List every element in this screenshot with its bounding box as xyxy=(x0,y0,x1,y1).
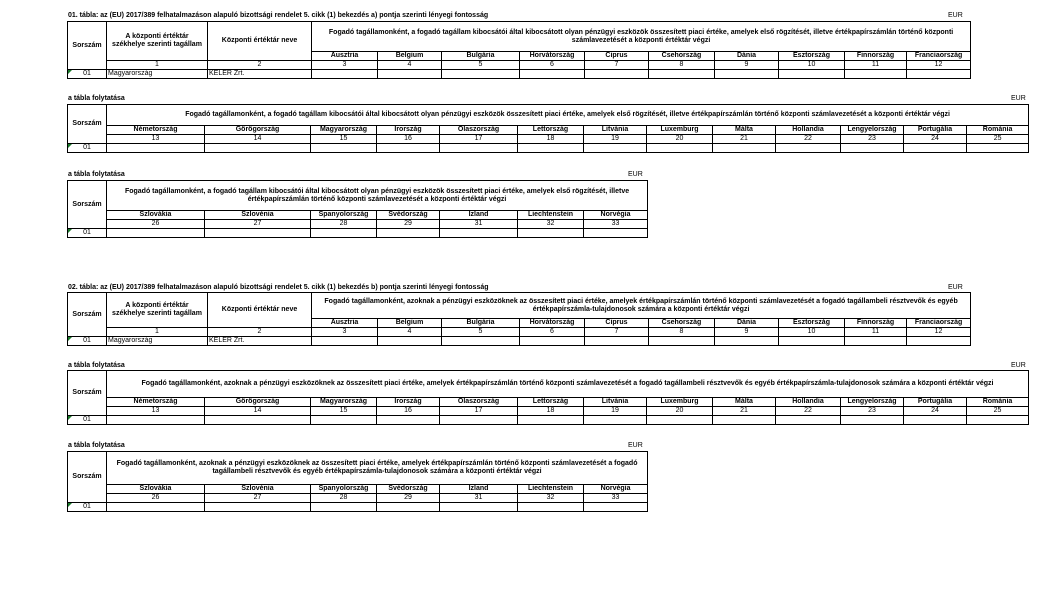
data-cell[interactable] xyxy=(205,416,311,425)
data-cell[interactable] xyxy=(205,503,311,512)
country-header: Svédország xyxy=(377,485,440,494)
data-cell[interactable] xyxy=(584,229,648,238)
table2b-currency: EUR xyxy=(1011,362,1026,369)
column-number: 4 xyxy=(378,328,442,337)
column-number: 1 xyxy=(107,61,208,70)
data-cell[interactable] xyxy=(967,144,1029,153)
data-cell[interactable] xyxy=(107,503,205,512)
data-cell[interactable] xyxy=(904,416,967,425)
country-header: Görögország xyxy=(205,398,311,407)
data-row xyxy=(68,416,1029,425)
column-number: 10 xyxy=(779,328,845,337)
column-number: 22 xyxy=(776,407,841,416)
seat-header: A központi értéktár székhelye szerinti tagállam xyxy=(107,293,208,328)
row-id: 01 xyxy=(68,503,107,512)
sorszam-header: Sorszám xyxy=(68,452,107,503)
table1c-title: a tábla folytatása xyxy=(68,171,125,178)
country-header: Észtország xyxy=(779,52,845,61)
country-header: Bulgária xyxy=(442,319,520,328)
column-number: 6 xyxy=(520,328,585,337)
data-cell[interactable] xyxy=(907,337,971,346)
country-row xyxy=(68,398,1029,407)
data-cell[interactable] xyxy=(713,416,776,425)
country-header: Ciprus xyxy=(585,52,649,61)
column-number: 18 xyxy=(518,135,584,144)
seat-header: A központi értéktár székhelye szerinti tagállam xyxy=(107,22,208,61)
column-number: 23 xyxy=(841,135,904,144)
country-header: Ausztria xyxy=(312,52,378,61)
country-header: Izland xyxy=(440,211,518,220)
table2-title: 02. tábla: az (EU) 2017/389 felhatalmazáson alapuló bizottsági rendelet 5. cikk (1) bekezdés b) pontja szerinti lényegi fontosság xyxy=(68,284,489,291)
data-cell[interactable] xyxy=(779,70,845,79)
data-cell[interactable] xyxy=(377,503,440,512)
table2b xyxy=(67,370,1029,425)
column-number: 25 xyxy=(967,135,1029,144)
data-cell[interactable] xyxy=(311,416,377,425)
column-number: 12 xyxy=(907,328,971,337)
sorszam-header: Sorszám xyxy=(68,293,107,337)
table2c-currency: EUR xyxy=(628,442,643,449)
table1 xyxy=(67,21,971,79)
row-seat[interactable]: Magyarország xyxy=(107,70,208,79)
data-cell[interactable] xyxy=(440,144,518,153)
data-cell[interactable] xyxy=(584,416,647,425)
data-cell[interactable] xyxy=(585,70,649,79)
numbers-row xyxy=(68,61,971,70)
data-cell[interactable] xyxy=(518,229,584,238)
data-row xyxy=(68,337,971,346)
column-number: 33 xyxy=(584,220,648,229)
data-cell[interactable] xyxy=(713,144,776,153)
group-header: Fogadó tagállamonként, a fogadó tagállam kibocsátói által kibocsátott olyan pénzügyi eszközök összesített piaci értéke, amelyek első rögzítését, illetve értékpapírszámlán történő központi számlavezetését a központi értéktár végzi xyxy=(107,105,1029,126)
data-cell[interactable] xyxy=(312,70,378,79)
column-number: 2 xyxy=(208,328,312,337)
data-cell[interactable] xyxy=(520,337,585,346)
numbers-row xyxy=(68,494,648,503)
data-cell[interactable] xyxy=(649,337,715,346)
country-header: Románia xyxy=(967,126,1029,135)
country-header: Románia xyxy=(967,398,1029,407)
country-row xyxy=(68,126,1029,135)
row-id: 01 xyxy=(68,416,107,425)
country-header: Írország xyxy=(377,398,440,407)
row-seat[interactable]: Magyarország xyxy=(107,337,208,346)
country-header: Horvátország xyxy=(520,52,585,61)
column-number: 19 xyxy=(584,135,647,144)
row-id: 01 xyxy=(68,229,107,238)
column-number: 4 xyxy=(378,61,442,70)
country-header: Szlovákia xyxy=(107,211,205,220)
country-header: Portugália xyxy=(904,126,967,135)
table2b-title: a tábla folytatása xyxy=(68,362,125,369)
column-number: 17 xyxy=(440,407,518,416)
data-cell[interactable] xyxy=(107,144,205,153)
table2c xyxy=(67,451,648,512)
data-cell[interactable] xyxy=(585,337,649,346)
data-row xyxy=(68,229,648,238)
country-header: Bulgária xyxy=(442,52,520,61)
country-header: Finnország xyxy=(845,319,907,328)
data-cell[interactable] xyxy=(311,503,377,512)
column-number: 20 xyxy=(647,407,713,416)
country-header: Szlovénia xyxy=(205,485,311,494)
country-header: Luxemburg xyxy=(647,126,713,135)
country-header: Lettország xyxy=(518,398,584,407)
column-number: 31 xyxy=(440,220,518,229)
column-number: 3 xyxy=(312,61,378,70)
group-header: Fogadó tagállamonként, azoknak a pénzügyi eszközöknek az összesített piaci értéke, amelyek értékpapírszámlán történő központi számlavezetését a fogadó tagállambeli résztvevők és egyéb értékpapírszámla-tulajdonosok számára a központi értéktár végzi xyxy=(107,452,648,485)
table2 xyxy=(67,292,971,346)
country-header: Lengyelország xyxy=(841,126,904,135)
table1-title: 01. tábla: az (EU) 2017/389 felhatalmazáson alapuló bizottsági rendelet 5. cikk (1) bekezdés a) pontja szerinti lényegi fontosság xyxy=(68,12,489,19)
column-number: 28 xyxy=(311,220,377,229)
data-cell[interactable] xyxy=(377,229,440,238)
column-number: 5 xyxy=(442,61,520,70)
column-number: 2 xyxy=(208,61,312,70)
group-header: Fogadó tagállamonként, azoknak a pénzügyi eszközöknek az összesített piaci értéke, amelyek értékpapírszámlán történő központi számlavezetését a fogadó tagállambeli résztvevők és egyéb értékpapírszámla-tulajdonosok számára a központi értéktár végzi xyxy=(107,371,1029,398)
country-header: Belgium xyxy=(378,52,442,61)
country-header: Málta xyxy=(713,126,776,135)
column-number: 21 xyxy=(713,135,776,144)
data-cell[interactable] xyxy=(311,229,377,238)
country-header: Liechtenstein xyxy=(518,485,584,494)
country-header: Észtország xyxy=(779,319,845,328)
data-cell[interactable] xyxy=(845,337,907,346)
data-cell[interactable] xyxy=(518,503,584,512)
data-cell[interactable] xyxy=(378,70,442,79)
column-number: 11 xyxy=(845,328,907,337)
country-header: Franciaország xyxy=(907,52,971,61)
table2c-title: a tábla folytatása xyxy=(68,442,125,449)
csd-name-header: Központi értéktár neve xyxy=(208,22,312,61)
country-header: Dánia xyxy=(715,319,779,328)
data-cell[interactable] xyxy=(518,144,584,153)
numbers-row xyxy=(68,135,1029,144)
column-number: 9 xyxy=(715,328,779,337)
numbers-row xyxy=(68,328,971,337)
table2-currency: EUR xyxy=(948,284,963,291)
sorszam-header: Sorszám xyxy=(68,105,107,144)
country-header: Németország xyxy=(107,126,205,135)
column-number: 22 xyxy=(776,135,841,144)
country-header: Magyarország xyxy=(311,126,377,135)
column-number: 32 xyxy=(518,494,584,503)
data-cell[interactable] xyxy=(442,337,520,346)
column-number: 15 xyxy=(311,135,377,144)
data-cell[interactable] xyxy=(442,70,520,79)
data-cell[interactable] xyxy=(107,416,205,425)
data-cell[interactable] xyxy=(440,416,518,425)
column-number: 33 xyxy=(584,494,648,503)
column-number: 10 xyxy=(779,61,845,70)
country-header: Csehország xyxy=(649,319,715,328)
row-id: 01 xyxy=(68,337,107,346)
column-number: 13 xyxy=(107,135,205,144)
column-number: 7 xyxy=(585,328,649,337)
column-number: 19 xyxy=(584,407,647,416)
column-number: 23 xyxy=(841,407,904,416)
data-cell[interactable] xyxy=(377,416,440,425)
data-cell[interactable] xyxy=(715,70,779,79)
country-header: Lettország xyxy=(518,126,584,135)
column-number: 8 xyxy=(649,328,715,337)
column-number: 5 xyxy=(442,328,520,337)
column-number: 25 xyxy=(967,407,1029,416)
data-cell[interactable] xyxy=(440,229,518,238)
column-number: 18 xyxy=(518,407,584,416)
column-number: 8 xyxy=(649,61,715,70)
data-cell[interactable] xyxy=(907,70,971,79)
group-header: Fogadó tagállamonként, a fogadó tagállam kibocsátói által kibocsátott olyan pénzügyi eszközök összesített piaci értéke, amelyek első rögzítését, illetve értékpapírszámlán történő központi számlavezetését a központi értéktár végzi xyxy=(312,22,971,52)
csd-name-header: Központi értéktár neve xyxy=(208,293,312,328)
column-number: 6 xyxy=(520,61,585,70)
data-cell[interactable] xyxy=(584,144,647,153)
table1c xyxy=(67,180,648,238)
group-header: Fogadó tagállamonként, a fogadó tagállam kibocsátói által kibocsátott olyan pénzügyi eszközök összesített piaci értéke, amelyek első rögzítését, illetve értékpapírszámlán történő központi számlavezetését a központi értéktár végzi xyxy=(107,181,648,211)
data-cell[interactable] xyxy=(776,416,841,425)
data-cell[interactable] xyxy=(378,337,442,346)
column-number: 14 xyxy=(205,135,311,144)
country-header: Belgium xyxy=(378,319,442,328)
column-number: 28 xyxy=(311,494,377,503)
numbers-row xyxy=(68,407,1029,416)
country-header: Hollandia xyxy=(776,398,841,407)
data-cell[interactable] xyxy=(518,416,584,425)
data-cell[interactable] xyxy=(776,144,841,153)
country-header: Liechtenstein xyxy=(518,211,584,220)
data-cell[interactable] xyxy=(377,144,440,153)
country-row xyxy=(68,211,648,220)
country-header: Málta xyxy=(713,398,776,407)
row-id: 01 xyxy=(68,70,107,79)
country-header: Magyarország xyxy=(311,398,377,407)
data-cell[interactable] xyxy=(312,337,378,346)
column-number: 21 xyxy=(713,407,776,416)
data-row xyxy=(68,144,1029,153)
column-number: 16 xyxy=(377,407,440,416)
group-header: Fogadó tagállamonként, azoknak a pénzügyi eszközöknek az összesített piaci értéke, amelyek értékpapírszámlán történő központi számlavezetését a fogadó tagállambeli résztvevők és egyéb értékpapírszámla-tulajdonosok számára a központi értéktár végzi xyxy=(312,293,971,319)
data-cell[interactable] xyxy=(440,503,518,512)
numbers-row xyxy=(68,220,648,229)
row-id: 01 xyxy=(68,144,107,153)
sorszam-header: Sorszám xyxy=(68,22,107,70)
data-cell[interactable] xyxy=(967,416,1029,425)
data-cell[interactable] xyxy=(649,70,715,79)
country-header: Litvánia xyxy=(584,398,647,407)
country-header: Svédország xyxy=(377,211,440,220)
country-header: Norvégia xyxy=(584,211,648,220)
column-number: 14 xyxy=(205,407,311,416)
column-number: 24 xyxy=(904,135,967,144)
data-row xyxy=(68,503,648,512)
country-header: Izland xyxy=(440,485,518,494)
country-header: Norvégia xyxy=(584,485,648,494)
country-header: Ausztria xyxy=(312,319,378,328)
data-cell[interactable] xyxy=(107,229,205,238)
country-header: Litvánia xyxy=(584,126,647,135)
data-cell[interactable] xyxy=(311,144,377,153)
column-number: 29 xyxy=(377,494,440,503)
column-number: 17 xyxy=(440,135,518,144)
table1c-currency: EUR xyxy=(628,171,643,178)
column-number: 27 xyxy=(205,220,311,229)
row-csd-name[interactable]: KELER Zrt. xyxy=(208,70,312,79)
country-header: Hollandia xyxy=(776,126,841,135)
country-header: Ciprus xyxy=(585,319,649,328)
data-cell[interactable] xyxy=(647,416,713,425)
column-number: 29 xyxy=(377,220,440,229)
table1b-title: a tábla folytatása xyxy=(68,95,125,102)
column-number: 13 xyxy=(107,407,205,416)
column-number: 11 xyxy=(845,61,907,70)
country-header: Spanyolország xyxy=(311,485,377,494)
data-cell[interactable] xyxy=(647,144,713,153)
data-cell[interactable] xyxy=(845,70,907,79)
country-header: Csehország xyxy=(649,52,715,61)
data-cell[interactable] xyxy=(584,503,648,512)
country-header: Finnország xyxy=(845,52,907,61)
data-cell[interactable] xyxy=(841,416,904,425)
data-cell[interactable] xyxy=(841,144,904,153)
data-row xyxy=(68,70,971,79)
data-cell[interactable] xyxy=(715,337,779,346)
country-header: Franciaország xyxy=(907,319,971,328)
table1b-currency: EUR xyxy=(1011,95,1026,102)
column-number: 20 xyxy=(647,135,713,144)
country-header: Olaszország xyxy=(440,398,518,407)
country-header: Luxemburg xyxy=(647,398,713,407)
column-number: 12 xyxy=(907,61,971,70)
country-header: Szlovénia xyxy=(205,211,311,220)
data-cell[interactable] xyxy=(520,70,585,79)
country-header: Görögország xyxy=(205,126,311,135)
column-number: 32 xyxy=(518,220,584,229)
country-header: Portugália xyxy=(904,398,967,407)
column-number: 31 xyxy=(440,494,518,503)
column-number: 24 xyxy=(904,407,967,416)
column-number: 15 xyxy=(311,407,377,416)
country-header: Spanyolország xyxy=(311,211,377,220)
country-header: Olaszország xyxy=(440,126,518,135)
table1-currency: EUR xyxy=(948,12,963,19)
data-cell[interactable] xyxy=(904,144,967,153)
row-csd-name[interactable]: KELER Zrt. xyxy=(208,337,312,346)
sorszam-header: Sorszám xyxy=(68,371,107,416)
table1b xyxy=(67,104,1029,153)
data-cell[interactable] xyxy=(205,229,311,238)
column-number: 7 xyxy=(585,61,649,70)
country-header: Írország xyxy=(377,126,440,135)
country-header: Horvátország xyxy=(520,319,585,328)
country-row xyxy=(68,485,648,494)
country-header: Szlovákia xyxy=(107,485,205,494)
sorszam-header: Sorszám xyxy=(68,181,107,229)
column-number: 3 xyxy=(312,328,378,337)
column-number: 9 xyxy=(715,61,779,70)
column-number: 1 xyxy=(107,328,208,337)
column-number: 26 xyxy=(107,494,205,503)
data-cell[interactable] xyxy=(779,337,845,346)
country-header: Dánia xyxy=(715,52,779,61)
data-cell[interactable] xyxy=(205,144,311,153)
country-header: Németország xyxy=(107,398,205,407)
column-number: 16 xyxy=(377,135,440,144)
column-number: 27 xyxy=(205,494,311,503)
column-number: 26 xyxy=(107,220,205,229)
country-header: Lengyelország xyxy=(841,398,904,407)
